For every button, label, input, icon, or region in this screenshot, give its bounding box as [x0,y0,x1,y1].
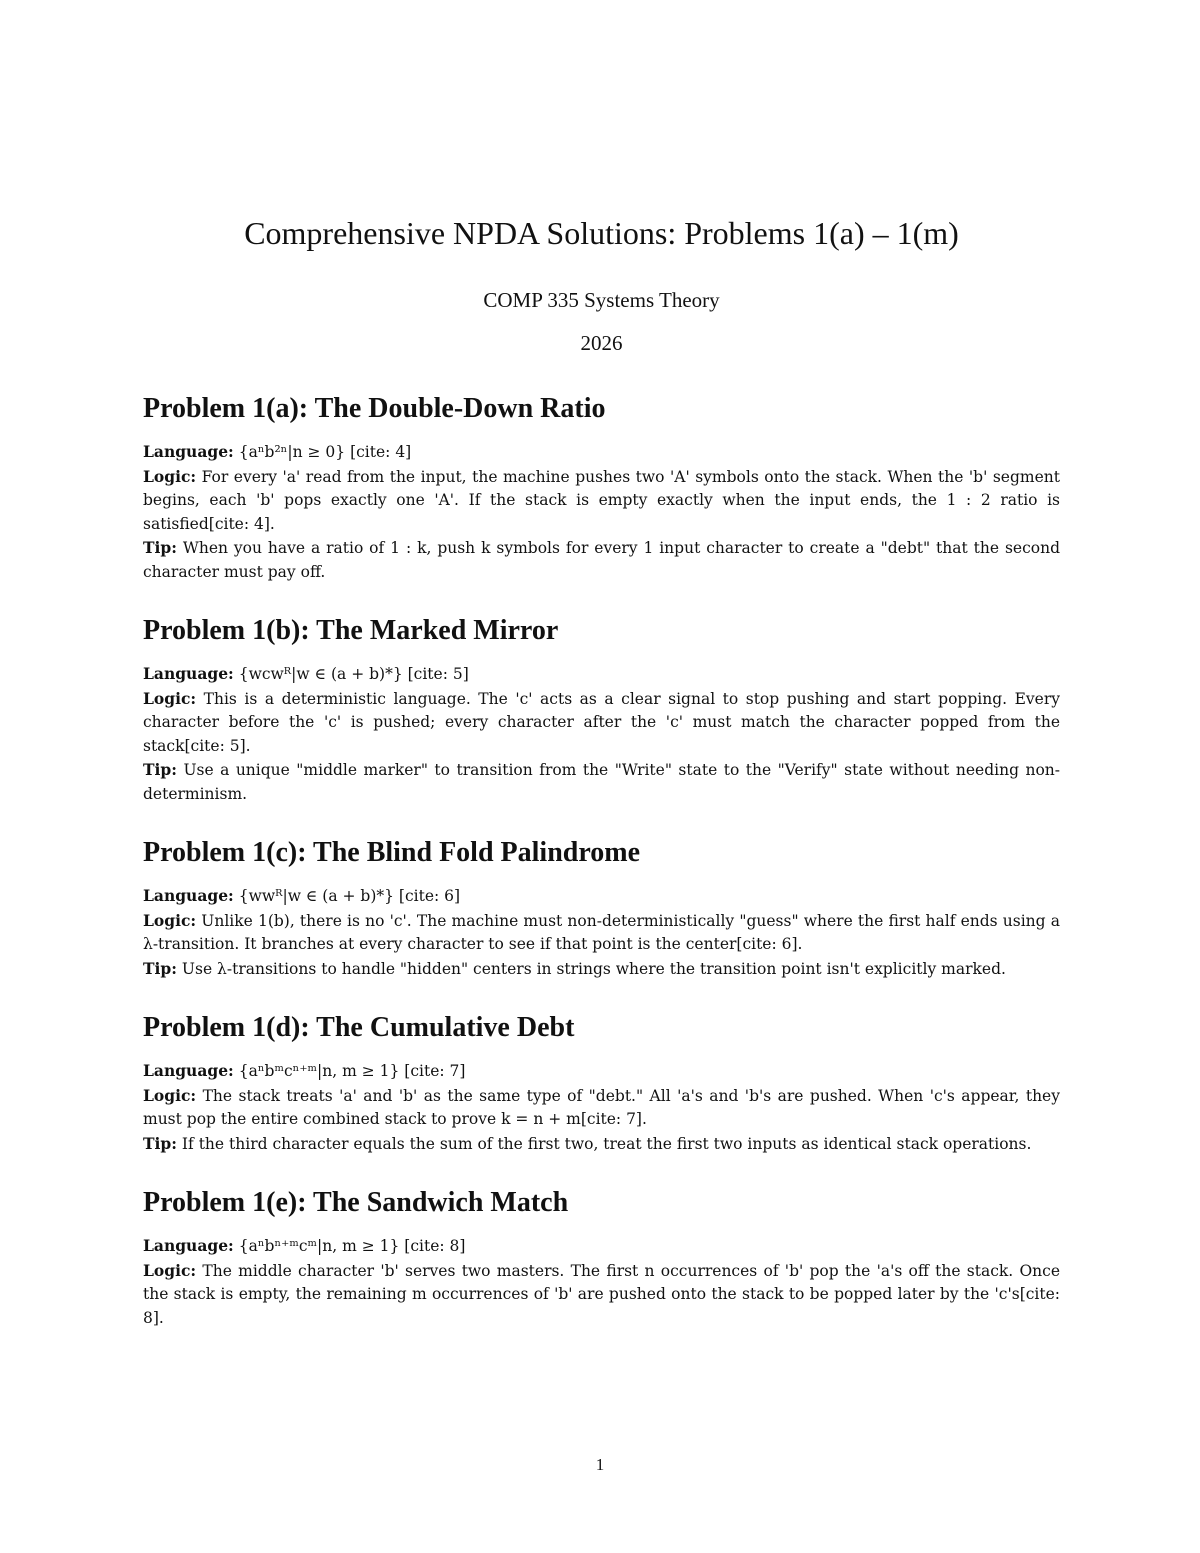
logic-label: Logic: [143,910,197,930]
problem-logic [143,1259,1060,1331]
tip-text: If the third character equals the sum of the first two, treat the first two inputs as identical stack operations. [181,1134,1032,1153]
problem-section [143,614,1060,806]
tip-text: When you have a ratio of 1 : k, push k symbols for every 1 input character to create a "debt" that the second character must pay off. [143,539,1060,581]
language-label: Language: [143,886,234,905]
problem-tip [143,758,1060,806]
problem-language [143,440,1060,465]
problem-language [143,884,1060,909]
tip-text: Use λ-transitions to handle "hidden" centers in strings where the transition point isn't explicitly marked. [181,959,1006,978]
document-title: Comprehensive NPDA Solutions: Problems 1(a) – 1(m) [244,215,959,251]
logic-label: Logic: [143,688,197,708]
language-label: Language: [143,1236,234,1255]
tip-label: Tip: [143,538,177,557]
course-name: COMP 335 Systems Theory [483,288,720,312]
logic-text: For every 'a' read from the input, the machine pushes two 'A' symbols onto the stack. When the 'b' segment begins, each 'b' pops exactly one 'A'. If the stack is empty exactly when the input ends, the 1 : 2 ratio is satisfied[cite: 4]. [143,467,1060,533]
problem-logic [143,909,1060,957]
problem-section [143,836,1060,981]
language-expression: {wcwᴿ|w ∈ (a + b)*} [cite: 5] [238,665,469,683]
problem-language [143,1234,1060,1259]
problem-language [143,662,1060,687]
tip-label: Tip: [143,1133,177,1153]
problem-section [143,1011,1060,1156]
logic-text: Unlike 1(b), there is no 'c'. The machine must non-deterministically "guess" where the first half ends using a λ-transition. It branches at every character to see if that point is the center[cite: 6]. [143,911,1060,953]
problem-tip [143,536,1060,584]
problem-heading: Problem 1(e): The Sandwich Match [143,1187,569,1218]
language-label: Language: [143,442,234,461]
logic-text: This is a deterministic language. The 'c' acts as a clear signal to stop pushing and start popping. Every character before the 'c' is pushed; every character after the 'c' must match the character popped from the stack[cite: 5]. [143,689,1060,755]
problem-heading: Problem 1(a): The Double-Down Ratio [143,393,606,424]
document-year: 2026 [580,331,623,355]
problem-heading: Problem 1(b): The Marked Mirror [143,615,559,646]
problem-heading: Problem 1(d): The Cumulative Debt [143,1012,575,1043]
logic-label: Logic: [143,466,197,486]
problem-tip [143,957,1060,982]
page-content [143,212,1060,1360]
logic-text: The middle character 'b' serves two masters. The first n occurrences of 'b' pop the 'a's off the stack. Once the stack is empty, the remaining m occurrences of 'b' are pushed onto the stack to be popped later by the 'c's[cite: 8]. [143,1261,1060,1327]
problem-heading: Problem 1(c): The Blind Fold Palindrome [143,837,641,868]
logic-label: Logic: [143,1085,197,1105]
language-expression: {wwᴿ|w ∈ (a + b)*} [cite: 6] [238,887,461,905]
page-number: 1 [595,1455,605,1474]
problem-tip [143,1132,1060,1157]
language-expression: {aⁿb²ⁿ|n ≥ 0} [cite: 4] [238,443,412,461]
logic-text: The stack treats 'a' and 'b' as the same type of "debt." All 'a's and 'b's are pushed. When 'c's appear, they must pop the entire combined stack to prove k = n + m[cite: 7]. [143,1086,1060,1128]
tip-label: Tip: [143,958,177,978]
problem-logic [143,1084,1060,1132]
language-label: Language: [143,664,234,683]
language-expression: {aⁿbⁿ⁺ᵐcᵐ|n, m ≥ 1} [cite: 8] [238,1237,466,1255]
problem-logic [143,687,1060,759]
problem-section [143,392,1060,584]
problem-list [143,392,1060,1330]
tip-text: Use a unique "middle marker" to transition from the "Write" state to the "Verify" state without needing non-determinism. [143,761,1060,803]
problem-logic [143,465,1060,537]
language-label: Language: [143,1061,234,1080]
language-expression: {aⁿbᵐcⁿ⁺ᵐ|n, m ≥ 1} [cite: 7] [238,1062,466,1080]
tip-label: Tip: [143,760,177,779]
logic-label: Logic: [143,1260,197,1280]
title-block [143,212,1060,356]
problem-section [143,1186,1060,1330]
problem-language [143,1059,1060,1084]
